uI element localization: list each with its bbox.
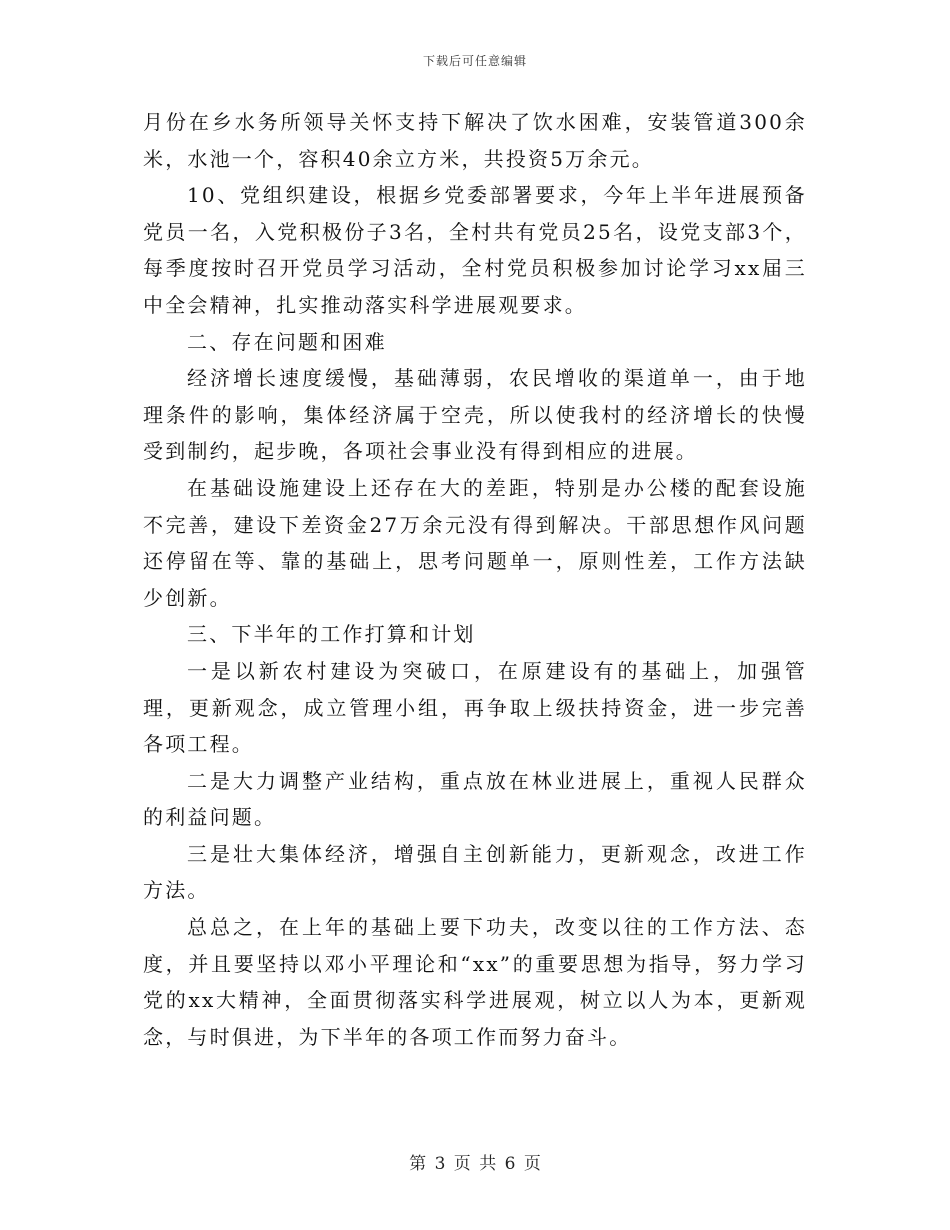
page-number-footer: 第 3 页 共 6 页 — [409, 1154, 541, 1174]
section-heading-problems: 二、存在问题和困难 — [187, 329, 387, 354]
paragraph-plan-one: 一是以新农村建设为突破口，在原建设有的基础上，加强管理，更新观念，成立管理小组，再争取上级扶持资金，进一步完善各项工程。 — [143, 658, 807, 757]
paragraph-economic-growth: 经济增长速度缓慢，基础薄弱，农民增收的渠道单一，由于地理条件的影响，集体经济属于空壳，所以使我村的经济增长的快慢受到制约，起步晚，各项社会事业没有得到相应的进展。 — [143, 366, 807, 464]
document-body — [143, 104, 807, 1055]
paragraph-infrastructure: 在基础设施建设上还存在大的差距，特别是办公楼的配套设施不完善，建设下差资金27万余元没有得到解决。干部思想作风问题还停留在等、靠的基础上，思考问题单一，原则性差，工作方法缺少创新。 — [143, 475, 807, 610]
paragraph-plan-three: 三是壮大集体经济，增强自主创新能力，更新观念，改进工作方法。 — [143, 841, 807, 903]
section-heading-plans: 三、下半年的工作打算和计划 — [187, 622, 476, 647]
paragraph-conclusion: 总总之，在上年的基础上要下功夫，改变以往的工作方法、态度，并且要坚持以邓小平理论和“xx”的重要思想为指导，努力学习党的xx大精神，全面贯彻落实科学进展观，树立以人为本，更新观念，与时俱进，为下半年的各项工作而努力奋斗。 — [143, 915, 807, 1049]
page-header: 下载后可任意编辑 — [422, 54, 527, 68]
paragraph-party-building: 10、党组织建设，根据乡党委部署要求，今年上半年进展预备党员一名，入党积极份子3名，全村共有党员25名，设党支部3个，每季度按时召开党员学习活动，全村党员积极参加讨论学习xx届三中全会精神，扎实推动落实科学进展观要求。 — [143, 183, 807, 317]
paragraph-plan-two: 二是大力调整产业结构，重点放在林业进展上，重视人民群众的利益问题。 — [143, 768, 807, 830]
paragraph-water-supply: 月份在乡水务所领导关怀支持下解决了饮水困难，安装管道300余米，水池一个，容积40余立方米，共投资5万余元。 — [143, 110, 807, 171]
